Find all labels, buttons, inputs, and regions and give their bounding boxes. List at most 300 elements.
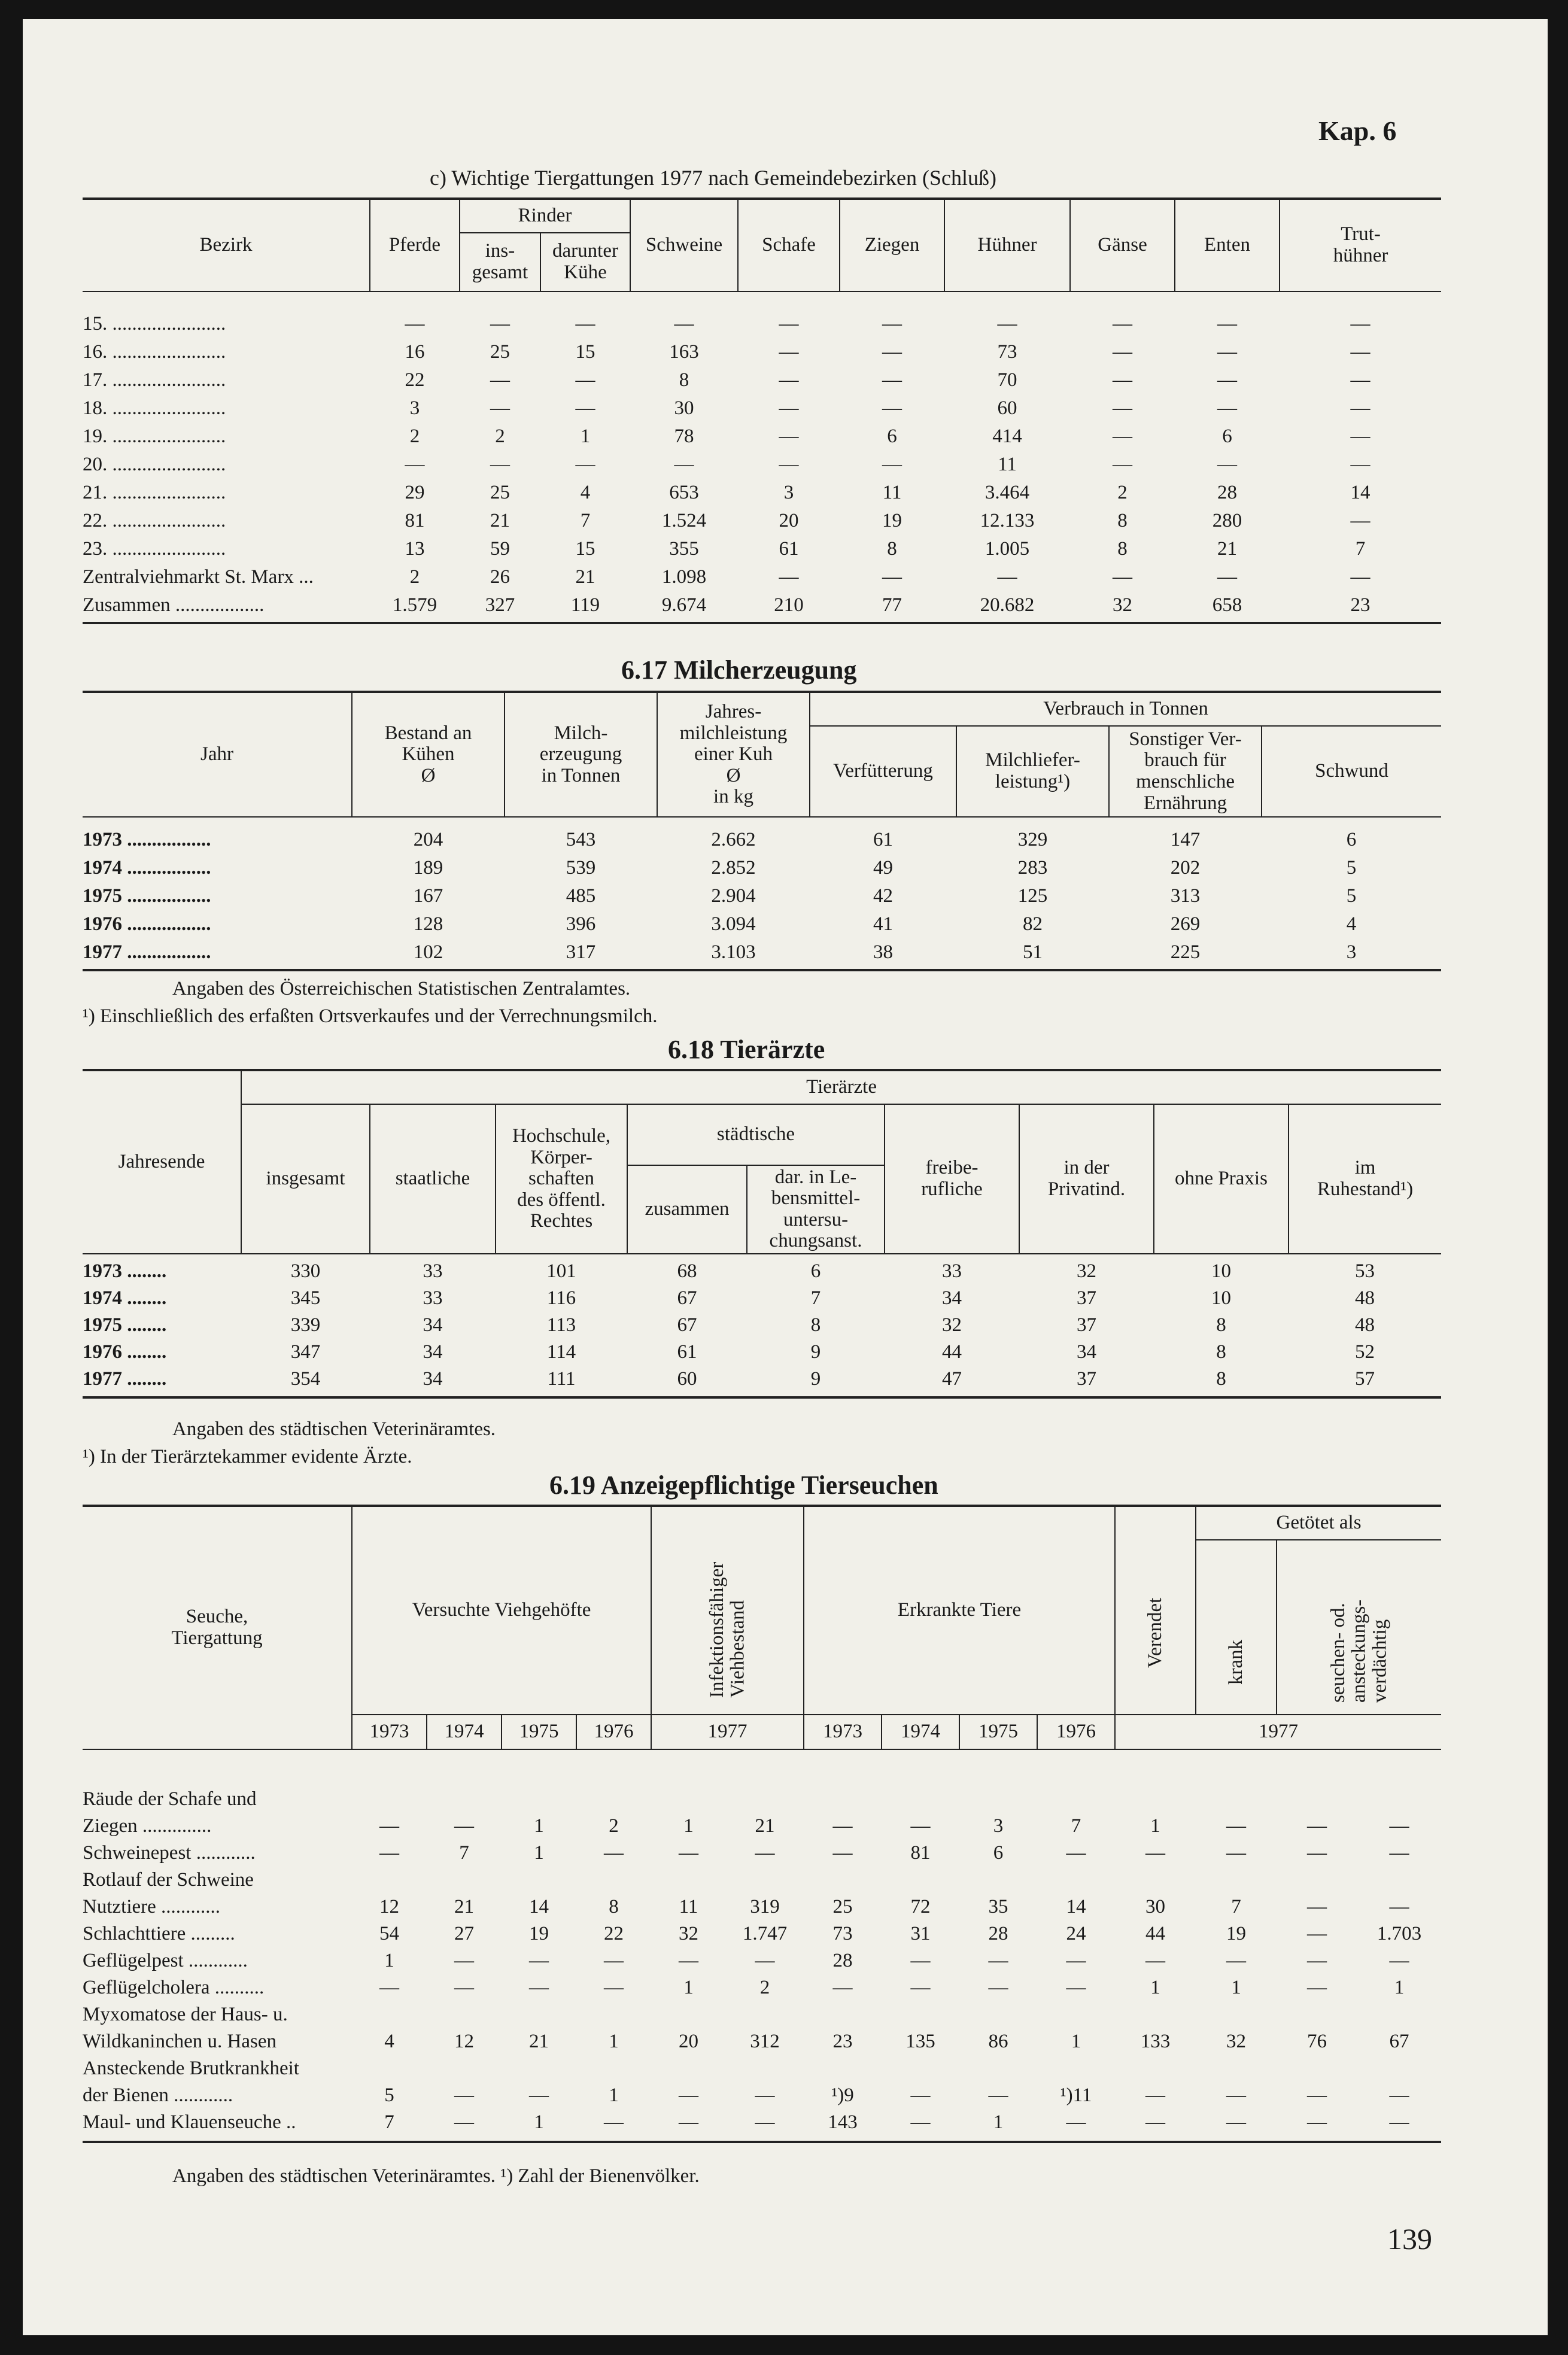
table-cell: — bbox=[1389, 1950, 1409, 1971]
table-cell: 26 bbox=[490, 566, 510, 588]
row-label: 1976 ........ bbox=[83, 1341, 167, 1363]
table-cell: — bbox=[529, 2084, 549, 2106]
table-cell: — bbox=[1113, 454, 1133, 475]
table-cell: 354 bbox=[290, 1368, 321, 1390]
table-cell bbox=[959, 2055, 1037, 2082]
table-cell: — bbox=[988, 1977, 1008, 1998]
table-cell: 317 bbox=[566, 941, 596, 963]
table-cell: 8 bbox=[1216, 1368, 1226, 1390]
table-cell: 41 bbox=[873, 913, 893, 935]
table-cell: — bbox=[910, 1977, 931, 1998]
table-cell: — bbox=[832, 1815, 853, 1837]
table-row bbox=[83, 2028, 1441, 2055]
table-cell: 28 bbox=[832, 1950, 853, 1971]
row-label: Ziegen .............. bbox=[83, 1815, 212, 1837]
spacer-cell bbox=[83, 291, 1441, 310]
col-schafe: Schafe bbox=[738, 199, 840, 291]
table-cell bbox=[427, 2055, 502, 2082]
table-cell: 28 bbox=[988, 1923, 1008, 1944]
page-number: 139 bbox=[1387, 2222, 1432, 2256]
table-cell: 269 bbox=[1170, 913, 1201, 935]
table-cell: 133 bbox=[1140, 2031, 1171, 2052]
table-cell: 19 bbox=[529, 1923, 549, 1944]
table-row bbox=[83, 394, 1441, 423]
table-cell: 73 bbox=[832, 1923, 853, 1944]
table-cell: — bbox=[1217, 566, 1238, 588]
table-cell: — bbox=[1113, 566, 1133, 588]
col-jahresende: Jahresende bbox=[83, 1070, 241, 1254]
table-cell: 2.904 bbox=[711, 885, 756, 907]
table-cell: 8 bbox=[1117, 510, 1128, 531]
table-cell bbox=[804, 1867, 882, 1894]
table-cell: — bbox=[575, 369, 595, 391]
table-cell: — bbox=[604, 1950, 624, 1971]
end-spacer-row bbox=[83, 967, 1441, 970]
table-cell: 163 bbox=[669, 341, 699, 363]
table-cell bbox=[651, 2001, 726, 2028]
table-cell: — bbox=[1350, 313, 1371, 335]
year-1975-b: 1975 bbox=[959, 1715, 1037, 1749]
table2-source-note: Angaben des Österreichischen Statistischen Zentralamtes. bbox=[172, 978, 631, 999]
table-cell: — bbox=[755, 2111, 775, 2133]
row-label: Geflügelpest ............ bbox=[83, 1950, 248, 1971]
table-cell: 34 bbox=[423, 1341, 443, 1363]
table-cell: 28 bbox=[1217, 482, 1238, 503]
table-cell: — bbox=[1113, 369, 1133, 391]
table-cell bbox=[576, 1786, 651, 1813]
table-cell: 1.524 bbox=[661, 510, 707, 531]
row-label: 1976 ................. bbox=[83, 913, 211, 935]
table-cell: 44 bbox=[942, 1341, 962, 1363]
table-row bbox=[83, 854, 1441, 882]
col-krank-wrap bbox=[1196, 1540, 1277, 1715]
table-cell: — bbox=[679, 2111, 699, 2133]
table-cell: 1.703 bbox=[1376, 1923, 1422, 1944]
table-cell: — bbox=[1307, 2111, 1327, 2133]
col-milchlieferleistung: Milchliefer- leistung¹) bbox=[956, 726, 1109, 817]
table-cell: 7 bbox=[810, 1287, 821, 1309]
row-label: Geflügelcholera .......... bbox=[83, 1977, 265, 1998]
table-cell: — bbox=[454, 1815, 474, 1837]
row-label: Ansteckende Brutkrankheit bbox=[83, 2058, 299, 2079]
row-label: Maul- und Klauenseuche .. bbox=[83, 2111, 296, 2133]
table-cell: 1 bbox=[683, 1815, 694, 1837]
chapter-label: Kap. 6 bbox=[1318, 116, 1397, 146]
row-label: 1974 ........ bbox=[83, 1287, 167, 1309]
table-cell: 114 bbox=[546, 1341, 576, 1363]
table-cell: 101 bbox=[546, 1260, 576, 1282]
table-row bbox=[83, 1947, 1441, 1974]
table-cell: 3.103 bbox=[711, 941, 756, 963]
table-cell bbox=[1115, 1786, 1196, 1813]
table-cell: — bbox=[604, 2111, 624, 2133]
table-cell: — bbox=[1226, 2111, 1247, 2133]
table-cell: — bbox=[405, 454, 425, 475]
table-cell bbox=[576, 2001, 651, 2028]
table-cell: — bbox=[490, 313, 510, 335]
col-pferde: Pferde bbox=[370, 199, 460, 291]
table-cell: 82 bbox=[1023, 913, 1043, 935]
table-cell: — bbox=[988, 2084, 1008, 2106]
table-cell: 485 bbox=[566, 885, 596, 907]
table-cell: 329 bbox=[1017, 829, 1048, 850]
table-cell bbox=[882, 1867, 959, 1894]
table-cell: 21 bbox=[575, 566, 595, 588]
table-cell: — bbox=[405, 313, 425, 335]
table-cell: — bbox=[1113, 397, 1133, 419]
table-cell: 34 bbox=[423, 1314, 443, 1336]
table-cell: — bbox=[1307, 1923, 1327, 1944]
table-cell bbox=[882, 2055, 959, 2082]
table-row bbox=[83, 366, 1441, 394]
table-cell: 1 bbox=[609, 2084, 619, 2106]
table-cell: — bbox=[379, 1977, 399, 1998]
table-row bbox=[83, 1339, 1441, 1366]
table-cell: — bbox=[490, 397, 510, 419]
table-cell: — bbox=[755, 1842, 775, 1864]
col-seuche: Seuche, Tiergattung bbox=[83, 1506, 352, 1749]
row-label: Rotlauf der Schweine bbox=[83, 1869, 254, 1891]
table-cell bbox=[804, 2055, 882, 2082]
table-cell: — bbox=[755, 1950, 775, 1971]
table-cell bbox=[726, 2055, 804, 2082]
col-schweine: Schweine bbox=[630, 199, 738, 291]
table-cell: 312 bbox=[750, 2031, 780, 2052]
col-krank: krank bbox=[1225, 1639, 1247, 1685]
col-staatliche: staatliche bbox=[370, 1104, 496, 1254]
table-cell: 20.682 bbox=[980, 594, 1035, 616]
table-cell: 2 bbox=[495, 426, 505, 447]
table-cell: — bbox=[1307, 1977, 1327, 1998]
table-cell: 658 bbox=[1212, 594, 1242, 616]
table-row bbox=[83, 338, 1441, 366]
table-cell: 4 bbox=[1346, 913, 1357, 935]
table-cell: — bbox=[679, 1842, 699, 1864]
table-cell: ¹)9 bbox=[831, 2084, 854, 2106]
col-ohne-praxis: ohne Praxis bbox=[1154, 1104, 1289, 1254]
table-cell: — bbox=[997, 313, 1017, 335]
table-cell: 202 bbox=[1170, 857, 1201, 879]
table-cell: 13 bbox=[405, 538, 425, 560]
year-1976-a: 1976 bbox=[576, 1715, 651, 1749]
table-cell: 6 bbox=[810, 1260, 821, 1282]
table-cell bbox=[1115, 2055, 1196, 2082]
table-cell: — bbox=[674, 313, 694, 335]
row-label: Myxomatose der Haus- u. bbox=[83, 2004, 288, 2025]
table-cell: 34 bbox=[423, 1368, 443, 1390]
table-cell: 48 bbox=[1355, 1314, 1375, 1336]
row-label: Schweinepest ............ bbox=[83, 1842, 256, 1864]
table-cell: 1 bbox=[580, 426, 591, 447]
table-cell: 355 bbox=[669, 538, 699, 560]
table-cell: 60 bbox=[997, 397, 1017, 419]
table-cell: 3 bbox=[1346, 941, 1357, 963]
table-cell: — bbox=[1066, 2111, 1086, 2133]
table-cell: — bbox=[1145, 2111, 1166, 2133]
table-cell: 77 bbox=[882, 594, 902, 616]
table-cell: 2.852 bbox=[711, 857, 756, 879]
table-cell: 70 bbox=[997, 369, 1017, 391]
table-cell: — bbox=[1350, 397, 1371, 419]
table-cell: 10 bbox=[1211, 1287, 1231, 1309]
table-cell: — bbox=[1307, 1842, 1327, 1864]
table-cell: 1 bbox=[1394, 1977, 1405, 1998]
table-row bbox=[83, 1285, 1441, 1312]
table-cell: 1 bbox=[609, 2031, 619, 2052]
spacer-cell bbox=[83, 1254, 1441, 1258]
table-cell: 539 bbox=[566, 857, 596, 879]
table-cell: 60 bbox=[677, 1368, 697, 1390]
table-cell bbox=[1196, 2055, 1277, 2082]
spacer-row bbox=[83, 817, 1441, 826]
table-cell: 116 bbox=[546, 1287, 576, 1309]
table-cell: 6 bbox=[1222, 426, 1232, 447]
table-cell: 8 bbox=[1117, 538, 1128, 560]
table-cell: 29 bbox=[405, 482, 425, 503]
col-tieraerzte: Tierärzte bbox=[241, 1070, 1441, 1104]
row-label: 1977 ................. bbox=[83, 941, 211, 963]
table-cell: 3 bbox=[409, 397, 420, 419]
table-cell: 7 bbox=[1355, 538, 1366, 560]
table-cell bbox=[726, 1867, 804, 1894]
table-cell bbox=[959, 2001, 1037, 2028]
table-cell: 54 bbox=[379, 1923, 399, 1944]
table-cell: — bbox=[1145, 1842, 1166, 1864]
table-cell: 42 bbox=[873, 885, 893, 907]
table-cell: — bbox=[1350, 454, 1371, 475]
table-cell: 32 bbox=[1077, 1260, 1096, 1282]
col-ruhestand: im Ruhestand¹) bbox=[1289, 1104, 1441, 1254]
row-label: der Bienen ............ bbox=[83, 2084, 233, 2106]
col-jahresmilchleistung: Jahres- milchleistung einer Kuh Ø in kg bbox=[657, 692, 810, 817]
row-label: Räude der Schafe und bbox=[83, 1788, 257, 1810]
table-cell: 543 bbox=[566, 829, 596, 850]
table-cell: 3 bbox=[993, 1815, 1004, 1837]
table-cell: 8 bbox=[887, 538, 897, 560]
table-cell bbox=[1037, 1786, 1115, 1813]
table-cell: 67 bbox=[1389, 2031, 1409, 2052]
table-cell: — bbox=[1226, 1842, 1247, 1864]
col-gaense: Gänse bbox=[1070, 199, 1175, 291]
table-cell bbox=[804, 1786, 882, 1813]
table-cell: 1 bbox=[1150, 1815, 1160, 1837]
table-cell: 167 bbox=[413, 885, 443, 907]
table-cell: — bbox=[1350, 341, 1371, 363]
table-cell: — bbox=[1066, 1977, 1086, 1998]
table-cell: — bbox=[1389, 1842, 1409, 1864]
table-cell: 8 bbox=[679, 369, 689, 391]
table-cell: — bbox=[832, 1977, 853, 1998]
table-row bbox=[83, 1786, 1441, 1813]
table-cell: 2.662 bbox=[711, 829, 756, 850]
table-cell bbox=[1115, 1867, 1196, 1894]
table-cell: — bbox=[1226, 1950, 1247, 1971]
table-cell bbox=[1357, 2001, 1441, 2028]
col-verdaechtig: seuchen- od. ansteckungs- verdächtig bbox=[1327, 1599, 1391, 1703]
table-cell: 68 bbox=[677, 1260, 697, 1282]
table-cell: 8 bbox=[1216, 1314, 1226, 1336]
year-1974-a: 1974 bbox=[427, 1715, 502, 1749]
table-cell: — bbox=[1145, 2084, 1166, 2106]
year-1975-a: 1975 bbox=[502, 1715, 576, 1749]
table-cell: 67 bbox=[677, 1287, 697, 1309]
table-cell: 37 bbox=[1077, 1314, 1096, 1336]
table-cell: 16 bbox=[405, 341, 425, 363]
col-jahr: Jahr bbox=[83, 692, 352, 817]
table-cell: — bbox=[1217, 341, 1238, 363]
col-rinder-insgesamt: ins- gesamt bbox=[460, 233, 540, 291]
table-cell: 24 bbox=[1066, 1923, 1086, 1944]
table-cell: 283 bbox=[1017, 857, 1048, 879]
table-cell: 3.094 bbox=[711, 913, 756, 935]
table-cell: 8 bbox=[1216, 1341, 1226, 1363]
table-cell: 5 bbox=[1346, 857, 1357, 879]
table-cell: 61 bbox=[873, 829, 893, 850]
table-row bbox=[83, 938, 1441, 967]
table-cell bbox=[804, 2001, 882, 2028]
table-cell: 34 bbox=[942, 1287, 962, 1309]
table-cell bbox=[882, 2001, 959, 2028]
table-cell: 12 bbox=[379, 1896, 399, 1918]
table-cell: 204 bbox=[413, 829, 443, 850]
col-versuchte-gehoefte: Versuchte Viehgehöfte bbox=[352, 1506, 651, 1715]
table-cell: 21 bbox=[529, 2031, 549, 2052]
table-row bbox=[83, 1921, 1441, 1947]
row-label: Zusammen .................. bbox=[83, 594, 265, 616]
table1-subtitle: c) Wichtige Tiergattungen 1977 nach Gemeindebezirken (Schluß) bbox=[430, 166, 996, 190]
table-cell bbox=[352, 2055, 427, 2082]
table-cell: 73 bbox=[997, 341, 1017, 363]
table-cell: 37 bbox=[1077, 1368, 1096, 1390]
table-cell: — bbox=[1389, 1896, 1409, 1918]
table-cell: 33 bbox=[423, 1260, 443, 1282]
table-cell: 61 bbox=[779, 538, 799, 560]
table-cell bbox=[352, 1786, 427, 1813]
table-row bbox=[83, 2082, 1441, 2109]
table-cell: 3.464 bbox=[984, 482, 1030, 503]
table-cell bbox=[726, 1786, 804, 1813]
table-cell: 1 bbox=[534, 1842, 544, 1864]
table-cell: 32 bbox=[1226, 2031, 1247, 2052]
table-cell: 1 bbox=[384, 1950, 394, 1971]
table-cell: 1.098 bbox=[661, 566, 707, 588]
table-cell: 4 bbox=[580, 482, 591, 503]
table-cell: 19 bbox=[882, 510, 902, 531]
table-cell bbox=[1357, 2055, 1441, 2082]
col-milcherzeugung: Milch- erzeugung in Tonnen bbox=[505, 692, 657, 817]
table-cell: 128 bbox=[413, 913, 443, 935]
table-cell: — bbox=[1113, 313, 1133, 335]
table-cell: 33 bbox=[942, 1260, 962, 1282]
table-cell: — bbox=[1350, 426, 1371, 447]
table-cell: — bbox=[529, 1950, 549, 1971]
table-cell: 339 bbox=[290, 1314, 321, 1336]
table-row bbox=[83, 882, 1441, 910]
table-row bbox=[83, 451, 1441, 479]
table-cell: — bbox=[1307, 1815, 1327, 1837]
table-row bbox=[83, 1366, 1441, 1393]
table-cell: 313 bbox=[1170, 885, 1201, 907]
table-cell: — bbox=[454, 1977, 474, 1998]
table-cell: — bbox=[575, 454, 595, 475]
col-verbrauch: Verbrauch in Tonnen bbox=[810, 692, 1441, 726]
table-cell: 1.005 bbox=[984, 538, 1030, 560]
table-cell: — bbox=[1113, 426, 1133, 447]
col-infektionsfaehig: Infektionsfähiger Viehbestand bbox=[706, 1561, 749, 1698]
table-row bbox=[83, 826, 1441, 854]
table-cell bbox=[726, 2001, 804, 2028]
table-cell: 210 bbox=[774, 594, 804, 616]
table-cell: — bbox=[490, 369, 510, 391]
table-cell: 653 bbox=[669, 482, 699, 503]
table-cell: — bbox=[988, 1950, 1008, 1971]
table-cell: 47 bbox=[942, 1368, 962, 1390]
table-cell: 1 bbox=[1071, 2031, 1081, 2052]
table3-footnote: ¹) In der Tierärztekammer evidente Ärzte. bbox=[83, 1446, 412, 1467]
table-cell: — bbox=[1389, 2111, 1409, 2133]
table-cell: 30 bbox=[1145, 1896, 1166, 1918]
table-cell: 12.133 bbox=[980, 510, 1035, 531]
table-row bbox=[83, 1840, 1441, 1867]
table-cell: 7 bbox=[384, 2111, 394, 2133]
table-cell: 102 bbox=[413, 941, 443, 963]
table4-title: 6.19 Anzeigepflichtige Tierseuchen bbox=[549, 1470, 938, 1500]
table-cell: — bbox=[1226, 1815, 1247, 1837]
row-label: 23. ....................... bbox=[83, 538, 226, 560]
table-row bbox=[83, 591, 1441, 619]
col-rinder-kuehe: darunter Kühe bbox=[540, 233, 630, 291]
table-cell: — bbox=[779, 341, 799, 363]
table2-footnote: ¹) Einschließlich des erfaßten Ortsverkaufes und der Verrechnungsmilch. bbox=[83, 1005, 658, 1027]
table-cell: — bbox=[882, 313, 902, 335]
table-cell: 7 bbox=[459, 1842, 469, 1864]
table-cell bbox=[959, 1867, 1037, 1894]
table-cell: 22 bbox=[604, 1923, 624, 1944]
table-cell: — bbox=[679, 1950, 699, 1971]
table-cell: 23 bbox=[1350, 594, 1371, 616]
table-row bbox=[83, 507, 1441, 535]
col-ziegen: Ziegen bbox=[840, 199, 944, 291]
table-cell: 34 bbox=[1077, 1341, 1096, 1363]
table-cell: — bbox=[575, 313, 595, 335]
col-sonstiger-verbrauch: Sonstiger Ver- brauch für menschliche Ernährung bbox=[1109, 726, 1262, 817]
table-cell: — bbox=[1145, 1950, 1166, 1971]
table-cell: 1 bbox=[1231, 1977, 1241, 1998]
table-row bbox=[83, 1867, 1441, 1894]
table-cell: 3 bbox=[783, 482, 794, 503]
row-label: Zentralviehmarkt St. Marx ... bbox=[83, 566, 314, 588]
table-cell: 1 bbox=[993, 2111, 1004, 2133]
row-label: 19. ....................... bbox=[83, 426, 226, 447]
table-cell: — bbox=[779, 454, 799, 475]
col-truthuehner: Trut- hühner bbox=[1280, 199, 1441, 291]
table-cell: — bbox=[910, 1815, 931, 1837]
col-huehner: Hühner bbox=[944, 199, 1070, 291]
table-cell: 51 bbox=[1023, 941, 1043, 963]
end-spacer-cell bbox=[83, 619, 1441, 623]
table-cell bbox=[1277, 2055, 1357, 2082]
year-1973-a: 1973 bbox=[352, 1715, 427, 1749]
table-cell: 10 bbox=[1211, 1260, 1231, 1282]
table-cell: 25 bbox=[832, 1896, 853, 1918]
table-tiergattungen bbox=[83, 197, 1441, 624]
table-cell bbox=[427, 1867, 502, 1894]
table-cell: — bbox=[1217, 397, 1238, 419]
table-cell: 280 bbox=[1212, 510, 1242, 531]
col-lebensmittel: dar. in Le- bensmittel- untersu- chungsanst. bbox=[747, 1165, 885, 1254]
table-cell: — bbox=[910, 1950, 931, 1971]
table-cell: 396 bbox=[566, 913, 596, 935]
